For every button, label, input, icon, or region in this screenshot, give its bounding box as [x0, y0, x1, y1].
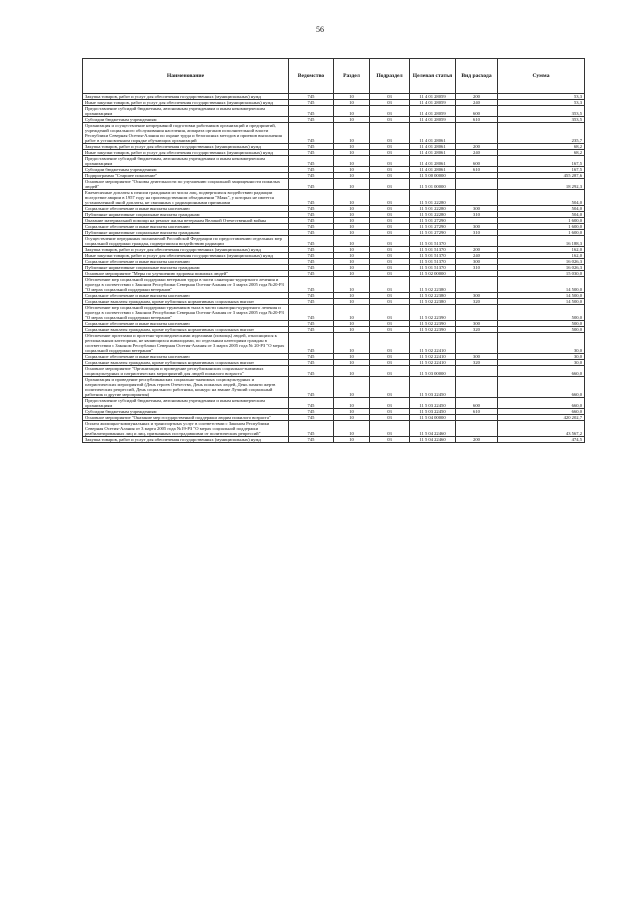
cell-sum: 1 600,0 [498, 230, 585, 236]
header-cs: Целевая статья [410, 59, 456, 94]
cell-podr: 03 [370, 293, 410, 299]
cell-ved: 745 [289, 354, 334, 360]
cell-razd: 10 [334, 167, 370, 173]
header-vr: Вид расхода [456, 59, 498, 94]
cell-vr: 200 [456, 144, 498, 150]
cell-sum: 420 202,7 [498, 415, 585, 421]
cell-sum: 353,5 [498, 106, 585, 117]
cell-vr: 310 [456, 230, 498, 236]
cell-ved: 745 [289, 123, 334, 144]
cell-sum: 504,0 [498, 206, 585, 212]
cell-razd: 10 [334, 321, 370, 327]
cell-ved: 745 [289, 333, 334, 354]
cell-podr: 03 [370, 156, 410, 167]
table-row [83, 236, 585, 247]
cell-razd: 10 [334, 327, 370, 333]
cell-name: Социальное обеспечение и иные выплаты населению [83, 321, 289, 327]
cell-sum: 16 026,3 [498, 265, 585, 271]
cell-name: Предоставление субсидий бюджетным, автономным учреждениям и иным некоммерческим организациям [83, 106, 289, 117]
page-number: 56 [316, 25, 324, 34]
table-row [83, 421, 585, 437]
cell-cs: 11 4 01 28061 [410, 123, 456, 144]
cell-razd: 10 [334, 173, 370, 179]
cell-sum: 504,0 [498, 212, 585, 218]
cell-razd: 10 [334, 212, 370, 218]
cell-cs: 11 4 01 28061 [410, 150, 456, 156]
cell-name: Основное мероприятие "Оказание мер государственной поддержки людям пожилого возраста" [83, 415, 289, 421]
cell-name: Закупка товаров, работ и услуг для обеспечения государственных (муниципальных) нужд [83, 437, 289, 443]
cell-sum: 14 500,0 [498, 299, 585, 305]
cell-name: Предоставление субсидий бюджетным, автономным учреждениям и иным некоммерческим организациям [83, 398, 289, 409]
cell-podr: 03 [370, 409, 410, 415]
cell-cs: 11 5 04 00000 [410, 415, 456, 421]
table-row [83, 156, 585, 167]
cell-ved: 745 [289, 398, 334, 409]
cell-name: Закупка товаров, работ и услуг для обеспечения государственных (муниципальных) нужд [83, 247, 289, 253]
cell-vr: 300 [456, 259, 498, 265]
cell-cs: 11 5 04 22460 [410, 421, 456, 437]
cell-podr: 03 [370, 190, 410, 206]
header-name: Наименование [83, 59, 289, 94]
cell-ved: 745 [289, 218, 334, 224]
cell-sum: 167,5 [498, 156, 585, 167]
cell-podr: 03 [370, 236, 410, 247]
cell-razd: 10 [334, 437, 370, 443]
cell-razd: 10 [334, 360, 370, 366]
cell-sum: 18 292,3 [498, 179, 585, 190]
cell-podr: 03 [370, 206, 410, 212]
cell-ved: 745 [289, 265, 334, 271]
cell-cs: 11 5 01 22280 [410, 212, 456, 218]
cell-cs: 11 5 01 51370 [410, 236, 456, 247]
cell-razd: 10 [334, 247, 370, 253]
cell-sum: 30,0 [498, 360, 585, 366]
cell-podr: 03 [370, 253, 410, 259]
cell-cs: 11 5 03 22450 [410, 398, 456, 409]
cell-vr: 240 [456, 150, 498, 156]
cell-sum: 167,5 [498, 167, 585, 173]
cell-cs: 11 5 01 27290 [410, 218, 456, 224]
cell-vr: 610 [456, 167, 498, 173]
cell-podr: 03 [370, 106, 410, 117]
cell-ved: 745 [289, 156, 334, 167]
cell-cs: 11 5 01 22280 [410, 206, 456, 212]
cell-podr: 03 [370, 265, 410, 271]
cell-razd: 10 [334, 100, 370, 106]
cell-podr: 03 [370, 100, 410, 106]
cell-cs: 11 5 01 27290 [410, 224, 456, 230]
cell-razd: 10 [334, 305, 370, 321]
cell-name: Основное мероприятие "Меры по улучшению здоровья пожилых людей" [83, 271, 289, 277]
cell-ved: 745 [289, 409, 334, 415]
cell-razd: 10 [334, 271, 370, 277]
cell-razd: 10 [334, 398, 370, 409]
cell-ved: 745 [289, 305, 334, 321]
cell-name: Иные закупки товаров, работ и услуг для обеспечения государственных (муниципальных) нужд [83, 253, 289, 259]
cell-razd: 10 [334, 409, 370, 415]
cell-ved: 745 [289, 271, 334, 277]
cell-podr: 03 [370, 218, 410, 224]
cell-ved: 745 [289, 293, 334, 299]
cell-sum: 500,0 [498, 327, 585, 333]
table-row [83, 437, 585, 443]
cell-razd: 10 [334, 299, 370, 305]
cell-sum: 660,0 [498, 398, 585, 409]
cell-name: Субсидии бюджетным учреждениям [83, 409, 289, 415]
cell-razd: 10 [334, 190, 370, 206]
cell-sum: 660,0 [498, 377, 585, 398]
cell-sum: 353,5 [498, 117, 585, 123]
cell-podr: 03 [370, 144, 410, 150]
cell-name: Социальные выплаты гражданам, кроме публичных нормативных социальных выплат [83, 327, 289, 333]
cell-razd: 10 [334, 156, 370, 167]
cell-vr: 300 [456, 293, 498, 299]
cell-razd: 10 [334, 230, 370, 236]
cell-name: Закупка товаров, работ и услуг для обеспечения государственных (муниципальных) нужд [83, 144, 289, 150]
cell-cs: 11 5 01 22280 [410, 190, 456, 206]
cell-cs: 11 4 01 28059 [410, 106, 456, 117]
budget-table [82, 58, 585, 443]
cell-vr: 300 [456, 321, 498, 327]
cell-name: Социальные выплаты гражданам, кроме публичных нормативных социальных выплат [83, 360, 289, 366]
cell-ved: 745 [289, 167, 334, 173]
cell-vr: 610 [456, 409, 498, 415]
cell-sum: 504,0 [498, 190, 585, 206]
cell-ved: 745 [289, 415, 334, 421]
header-ved: Ведомство [289, 59, 334, 94]
cell-razd: 10 [334, 106, 370, 117]
cell-vr [456, 305, 498, 321]
cell-name: Оказание материальной помощи на ремонт жилья ветеранам Великой Отечественной войны [83, 218, 289, 224]
cell-name: Иные закупки товаров, работ и услуг для обеспечения государственных (муниципальных) нужд [83, 100, 289, 106]
cell-vr: 300 [456, 224, 498, 230]
cell-name: Подпрограмма "Старшее поколение" [83, 173, 289, 179]
cell-cs: 11 5 03 22450 [410, 377, 456, 398]
cell-podr: 03 [370, 299, 410, 305]
cell-name: Осуществление переданных полномочий Российской Федерации по предоставлению отдельных мер социальной поддержки граждан, подвергшихся воздействию радиации [83, 236, 289, 247]
cell-cs: 11 5 02 22380 [410, 299, 456, 305]
cell-sum: 1 600,0 [498, 224, 585, 230]
cell-cs: 11 4 01 28061 [410, 167, 456, 173]
cell-cs: 11 5 02 22410 [410, 360, 456, 366]
header-sum: Сумма [498, 59, 585, 94]
cell-podr: 03 [370, 94, 410, 100]
cell-cs: 11 4 01 28059 [410, 94, 456, 100]
cell-vr [456, 333, 498, 354]
cell-ved: 745 [289, 94, 334, 100]
cell-ved: 745 [289, 236, 334, 247]
cell-ved: 745 [289, 259, 334, 265]
cell-ved: 745 [289, 106, 334, 117]
cell-cs: 11 5 02 22390 [410, 321, 456, 327]
cell-ved: 745 [289, 277, 334, 293]
cell-vr: 610 [456, 117, 498, 123]
cell-cs: 11 5 02 22380 [410, 293, 456, 299]
cell-vr [456, 190, 498, 206]
cell-sum: 162,0 [498, 247, 585, 253]
cell-podr: 03 [370, 360, 410, 366]
cell-sum: 15 030,0 [498, 271, 585, 277]
cell-vr: 600 [456, 156, 498, 167]
table-row [83, 366, 585, 377]
cell-ved: 745 [289, 360, 334, 366]
cell-razd: 10 [334, 123, 370, 144]
table-row [83, 377, 585, 398]
cell-cs: 11 5 01 51370 [410, 265, 456, 271]
cell-ved: 745 [289, 253, 334, 259]
cell-cs: 11 5 03 00000 [410, 366, 456, 377]
cell-vr: 240 [456, 253, 498, 259]
cell-name: Социальное обеспечение и иные выплаты населению [83, 293, 289, 299]
cell-ved: 745 [289, 299, 334, 305]
cell-cs: 11 4 01 28059 [410, 117, 456, 123]
cell-ved: 745 [289, 190, 334, 206]
cell-vr: 200 [456, 437, 498, 443]
cell-vr: 200 [456, 247, 498, 253]
cell-name: Закупка товаров, работ и услуг для обеспечения государственных (муниципальных) нужд [83, 94, 289, 100]
cell-cs: 11 5 02 22410 [410, 354, 456, 360]
cell-name: Обеспечение мер социальной поддержки ветеранов труда в части санаторно-курортного лечения и проезда в соответствии с Законом Республики Северная Осетия-Алания от 3 марта 2005 года №20-РЗ "О мерах социальной поддержки ветеранов" [83, 277, 289, 293]
cell-ved: 745 [289, 173, 334, 179]
header-razd: Раздел [334, 59, 370, 94]
cell-sum: 162,0 [498, 253, 585, 259]
cell-podr: 03 [370, 321, 410, 327]
cell-ved: 745 [289, 117, 334, 123]
table-row [83, 277, 585, 293]
cell-sum: 500,0 [498, 305, 585, 321]
cell-vr: 320 [456, 360, 498, 366]
cell-podr: 03 [370, 305, 410, 321]
cell-name: Публичные нормативные социальные выплаты гражданам [83, 265, 289, 271]
cell-name: Ежемесячные доплаты к пенсии гражданам из числа лиц, подвергшихся воздействию радиации вследствие аварии в 1957 году на производственном объединении "Маяк", у которых не имеется установленной иной доплаты, не связанных с радиационными причинами [83, 190, 289, 206]
cell-ved: 745 [289, 421, 334, 437]
cell-cs: 11 5 02 22380 [410, 277, 456, 293]
cell-podr: 03 [370, 123, 410, 144]
cell-sum: 43 567,2 [498, 421, 585, 437]
cell-razd: 10 [334, 150, 370, 156]
cell-ved: 745 [289, 366, 334, 377]
header-podr: Подраздел [370, 59, 410, 94]
cell-razd: 10 [334, 179, 370, 190]
cell-podr: 03 [370, 377, 410, 398]
cell-podr: 03 [370, 259, 410, 265]
cell-podr: 03 [370, 173, 410, 179]
cell-razd: 10 [334, 366, 370, 377]
cell-podr: 03 [370, 354, 410, 360]
cell-vr: 600 [456, 106, 498, 117]
cell-podr: 03 [370, 230, 410, 236]
table-row [83, 398, 585, 409]
cell-vr: 200 [456, 94, 498, 100]
cell-sum: 68,2 [498, 144, 585, 150]
cell-sum: 660,0 [498, 366, 585, 377]
cell-sum: 474,5 [498, 437, 585, 443]
cell-name: Субсидии бюджетным учреждениям [83, 117, 289, 123]
cell-podr: 03 [370, 366, 410, 377]
cell-ved: 745 [289, 377, 334, 398]
cell-name: Организация и проведение республиканских социально-значимых социокультурных и патриотических мероприятий (День героев Отечества, День пожилых людей, День памяти жертв политических репрессий, День социального работника, конкурс на звание Лучший социальный работник и другие мероприятия) [83, 377, 289, 398]
cell-razd: 10 [334, 259, 370, 265]
cell-podr: 03 [370, 277, 410, 293]
cell-sum: 14 500,0 [498, 293, 585, 299]
cell-name: Обеспечение мер социальной поддержки тружеников тыла в части санаторно-курортного лечения и проезда в соответствии с Законом Республики Северная Осетия-Алания от 3 марта 2005 года №20-РЗ "О мерах социальной поддержки ветеранов" [83, 305, 289, 321]
cell-razd: 10 [334, 253, 370, 259]
table-row [83, 305, 585, 321]
cell-cs: 11 5 02 00000 [410, 271, 456, 277]
cell-name: Оплата жилищно-коммунальных и транспортных услуг в соответствии с Законом Республики Северная Осетия-Алания от 3 марта 2005 года №19-РЗ "О мерах социальной поддержки реабилитированных лиц и лиц, признанных пострадавшими от политических репрессий" [83, 421, 289, 437]
table-row [83, 179, 585, 190]
cell-razd: 10 [334, 206, 370, 212]
cell-ved: 745 [289, 144, 334, 150]
cell-ved: 745 [289, 327, 334, 333]
cell-sum: 500,0 [498, 321, 585, 327]
cell-cs: 11 5 01 27290 [410, 230, 456, 236]
table-row [83, 123, 585, 144]
cell-name: Социальное обеспечение и иные выплаты населению [83, 206, 289, 212]
cell-podr: 03 [370, 398, 410, 409]
cell-name: Обеспечение протезами и протезно-ортопедическими изделиями (помощь) людей, относящихся к региональным категориям, не являющихся инвалидами, по отдельным категориям граждан в соответствии с Законом Республики Северная Осетия-Алания от 3 марта 2005 года № 20-РЗ "О мерах социальной поддержки ветеранов" [83, 333, 289, 354]
cell-sum: 53,3 [498, 94, 585, 100]
cell-ved: 745 [289, 212, 334, 218]
cell-cs: 11 5 00 00000 [410, 173, 456, 179]
cell-name: Публичные нормативные социальные выплаты гражданам [83, 212, 289, 218]
cell-name: Социальное обеспечение и иные выплаты населению [83, 224, 289, 230]
cell-razd: 10 [334, 421, 370, 437]
cell-cs: 11 5 01 00000 [410, 179, 456, 190]
cell-podr: 03 [370, 150, 410, 156]
cell-sum: 660,0 [498, 409, 585, 415]
table-header-row [83, 59, 585, 94]
cell-vr: 240 [456, 100, 498, 106]
cell-podr: 03 [370, 437, 410, 443]
cell-razd: 10 [334, 236, 370, 247]
cell-name: Организация и осуществление непрерывной подготовки работников организаций и предприятий, учреждений социального обслуживания населения, аппарата органов исполнительной власти Республики Северная Осетия-Алания по охране труда и безопасных методов и приемов выполнения работ в установленном порядке обучающих организаций [83, 123, 289, 144]
cell-ved: 745 [289, 321, 334, 327]
cell-vr: 600 [456, 398, 498, 409]
cell-sum: 68,2 [498, 150, 585, 156]
cell-ved: 745 [289, 206, 334, 212]
cell-sum: 53,3 [498, 100, 585, 106]
cell-ved: 745 [289, 179, 334, 190]
cell-name: Социальное обеспечение и иные выплаты населению [83, 354, 289, 360]
cell-name: Социальное обеспечение и иные выплаты населению [83, 259, 289, 265]
cell-razd: 10 [334, 377, 370, 398]
cell-ved: 745 [289, 247, 334, 253]
cell-vr: 320 [456, 327, 498, 333]
cell-ved: 745 [289, 100, 334, 106]
table-row [83, 190, 585, 206]
cell-cs: 11 5 02 22390 [410, 305, 456, 321]
cell-podr: 03 [370, 224, 410, 230]
cell-sum: 16 026,3 [498, 259, 585, 265]
cell-razd: 10 [334, 218, 370, 224]
cell-vr: 310 [456, 212, 498, 218]
cell-razd: 10 [334, 224, 370, 230]
cell-podr: 03 [370, 415, 410, 421]
cell-podr: 03 [370, 271, 410, 277]
cell-ved: 745 [289, 437, 334, 443]
cell-sum: 1 600,0 [498, 218, 585, 224]
cell-vr [456, 236, 498, 247]
cell-sum: 16 188,3 [498, 236, 585, 247]
cell-razd: 10 [334, 265, 370, 271]
cell-vr [456, 179, 498, 190]
cell-sum: 30,0 [498, 354, 585, 360]
cell-ved: 745 [289, 150, 334, 156]
cell-podr: 03 [370, 333, 410, 354]
cell-vr [456, 421, 498, 437]
cell-razd: 10 [334, 277, 370, 293]
cell-name: Основное мероприятие "Основы деятельности по улучшению социальной защищенности пожилых людей" [83, 179, 289, 190]
cell-vr [456, 277, 498, 293]
cell-razd: 10 [334, 94, 370, 100]
cell-cs: 11 5 01 51370 [410, 259, 456, 265]
cell-ved: 745 [289, 230, 334, 236]
cell-podr: 03 [370, 212, 410, 218]
cell-cs: 11 5 02 22410 [410, 333, 456, 354]
cell-podr: 03 [370, 247, 410, 253]
table-row [83, 106, 585, 117]
cell-podr: 03 [370, 117, 410, 123]
cell-name: Публичные нормативные социальные выплаты гражданам [83, 230, 289, 236]
cell-podr: 03 [370, 167, 410, 173]
cell-ved: 745 [289, 224, 334, 230]
cell-razd: 10 [334, 117, 370, 123]
cell-razd: 10 [334, 354, 370, 360]
cell-vr: 300 [456, 206, 498, 212]
cell-razd: 10 [334, 144, 370, 150]
cell-sum: 14 500,0 [498, 277, 585, 293]
cell-name: Предоставление субсидий бюджетным, автономным учреждениям и иным некоммерческим организациям [83, 156, 289, 167]
cell-sum: 30,0 [498, 333, 585, 354]
cell-name: Субсидии бюджетным учреждениям [83, 167, 289, 173]
cell-vr [456, 123, 498, 144]
cell-vr: 320 [456, 299, 498, 305]
cell-vr: 310 [456, 265, 498, 271]
cell-cs: 11 4 01 28061 [410, 156, 456, 167]
cell-cs: 11 5 02 22390 [410, 327, 456, 333]
cell-name: Социальные выплаты гражданам, кроме публичных нормативных социальных выплат [83, 299, 289, 305]
cell-name: Иные закупки товаров, работ и услуг для обеспечения государственных (муниципальных) нужд [83, 150, 289, 156]
table-row [83, 333, 585, 354]
cell-podr: 03 [370, 179, 410, 190]
cell-sum: 235,7 [498, 123, 585, 144]
cell-razd: 10 [334, 415, 370, 421]
cell-razd: 10 [334, 333, 370, 354]
cell-sum: 455 287,6 [498, 173, 585, 179]
cell-cs: 11 4 01 28059 [410, 100, 456, 106]
cell-podr: 03 [370, 327, 410, 333]
cell-cs: 11 5 03 22450 [410, 409, 456, 415]
cell-podr: 03 [370, 421, 410, 437]
cell-cs: 11 5 01 51370 [410, 247, 456, 253]
cell-razd: 10 [334, 293, 370, 299]
cell-name: Основное мероприятие "Организация и проведение республиканских социально-значимых социокультурных и патриотических мероприятий для людей пожилого возраста" [83, 366, 289, 377]
cell-cs: 11 5 01 51370 [410, 253, 456, 259]
cell-cs: 11 4 01 28061 [410, 144, 456, 150]
cell-vr [456, 377, 498, 398]
cell-vr [456, 366, 498, 377]
cell-vr: 300 [456, 354, 498, 360]
cell-cs: 11 5 04 22460 [410, 437, 456, 443]
